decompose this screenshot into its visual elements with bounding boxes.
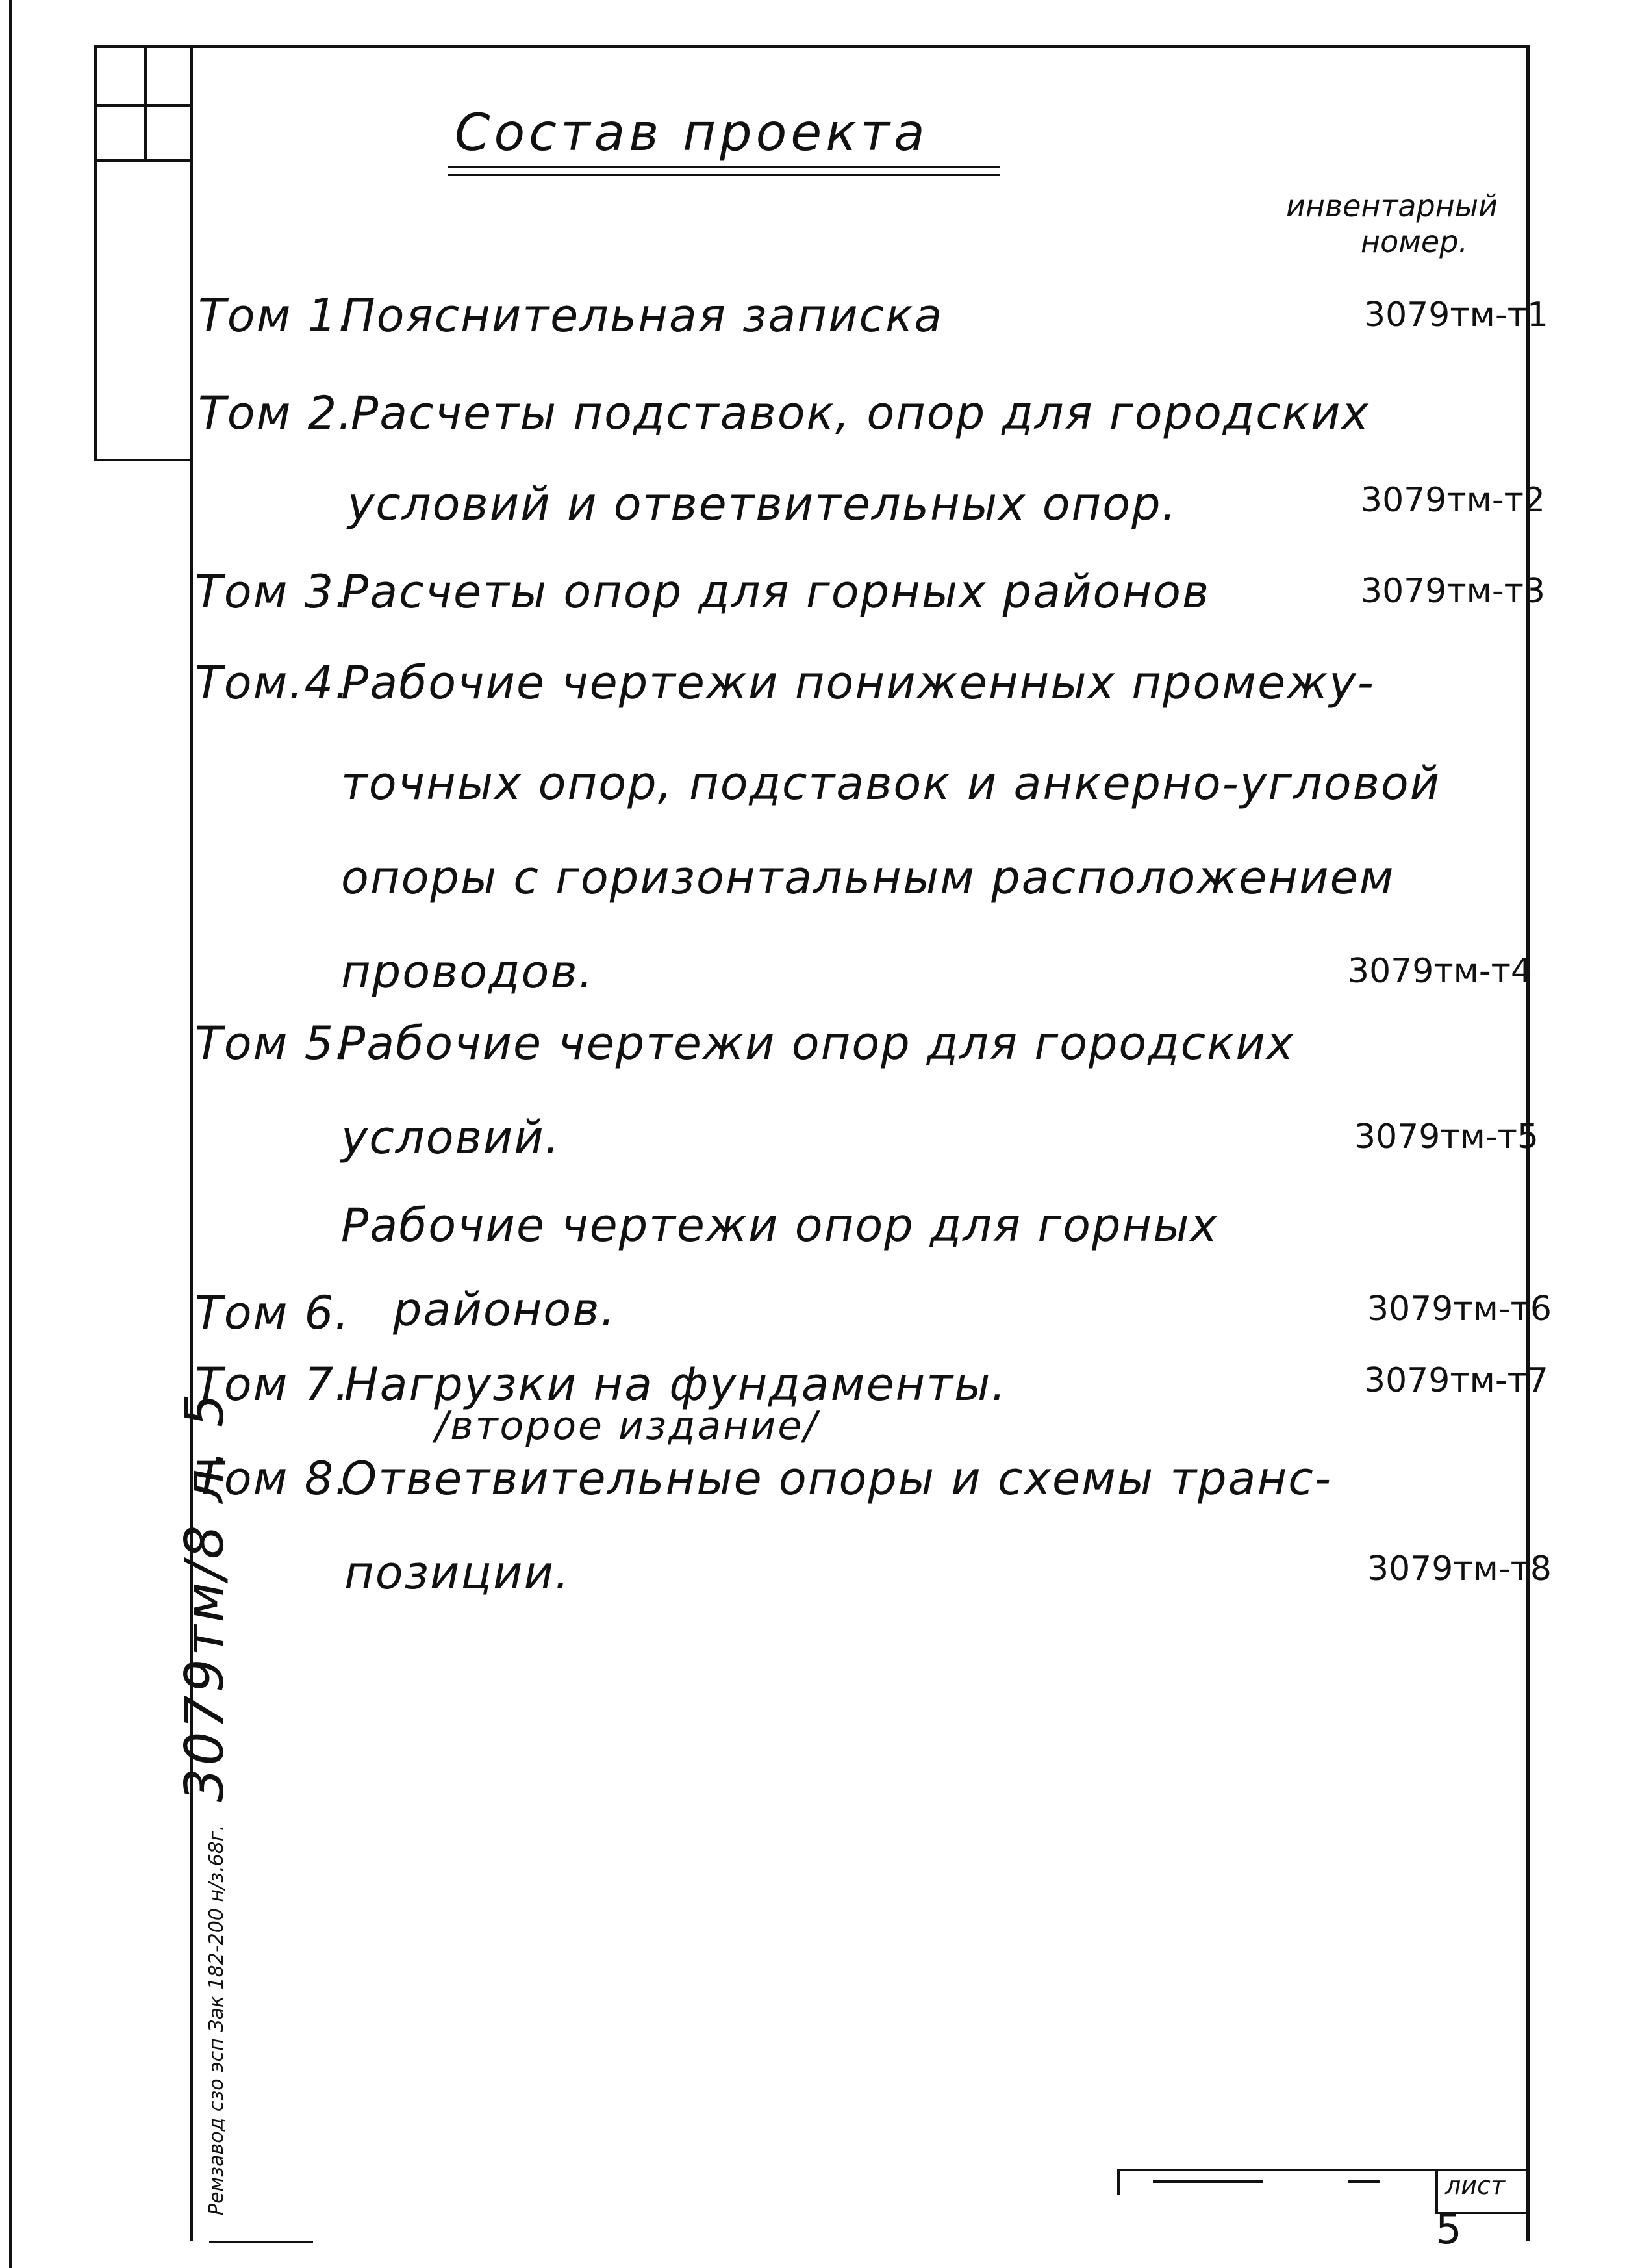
volume-title-7-line2: /второе издание/: [435, 1403, 819, 1449]
title-underline-1: [448, 166, 1000, 168]
volume-title-8-line2: позиции.: [344, 1546, 571, 1599]
volume-title-6-line2: районов.: [393, 1283, 616, 1336]
stamp-box-bottom: [94, 459, 192, 461]
volume-title-4-line3: опоры с горизонтальным расположением: [341, 851, 1395, 904]
stamp-box-divider-2: [94, 159, 192, 162]
side-stamp-document-code: 3079тм/8 л. 5: [174, 1390, 236, 1802]
inventory-header-line1: инвентарный: [1286, 188, 1498, 223]
side-stamp: [174, 1391, 236, 2215]
inventory-number-8: 3079тм-т8: [1367, 1549, 1552, 1588]
volume-title-1-line1: Пояснительная записка: [341, 289, 944, 342]
left-margin-line: [9, 0, 12, 2268]
volume-title-6-line1: Рабочие чертежи опор для горных: [341, 1199, 1218, 1252]
title-block-left-tick: [1117, 2169, 1120, 2195]
volume-title-4-line1: Рабочие чертежи пониженных промежу-: [341, 656, 1375, 709]
volume-label-4: Том.4.: [195, 656, 351, 709]
bottom-short-line: [209, 2241, 313, 2243]
title-underline-2: [448, 174, 1000, 176]
volume-label-6: Том 6.: [195, 1286, 351, 1340]
inventory-number-7: 3079тм-т7: [1364, 1361, 1548, 1400]
volume-label-7: Том 7.: [195, 1358, 351, 1411]
volume-title-4-line4: проводов.: [341, 945, 594, 999]
volume-label-5: Том 5.: [195, 1017, 351, 1070]
page-title: Состав проекта: [455, 104, 929, 162]
volume-label-1: Том 1.: [198, 289, 354, 342]
volume-label-3: Том 3.: [195, 565, 351, 618]
volume-title-2-line2: условий и ответвительных опор.: [347, 478, 1178, 531]
inventory-number-6: 3079тм-т6: [1367, 1290, 1552, 1329]
stamp-box-vertical: [144, 45, 147, 161]
volume-title-2-line1: Расчеты подставок, опор для городских: [351, 387, 1370, 440]
side-stamp-print-info: Ремзавод сзо эсп Зак 182-200 н/з.68г.: [205, 1824, 228, 2215]
stamp-box-outer-left: [94, 45, 97, 461]
volume-title-4-line2: точных опор, подставок и анкерно-угловой: [341, 757, 1441, 810]
volume-title-8-line1: Ответвительные опоры и схемы транс-: [341, 1452, 1332, 1505]
inventory-number-2: 3079тм-т2: [1361, 481, 1545, 520]
volume-title-5-line2: условий.: [341, 1111, 561, 1164]
stamp-box-divider-1: [94, 104, 192, 107]
volume-title-5-line1: Рабочие чертежи опор для городских: [338, 1017, 1295, 1070]
sheet-label: лист: [1445, 2171, 1506, 2200]
title-block-mark-2: [1348, 2180, 1380, 2183]
inventory-number-4: 3079тм-т4: [1348, 952, 1532, 991]
title-block-mark-1: [1153, 2180, 1263, 2183]
inventory-number-3: 3079тм-т3: [1361, 572, 1545, 611]
sheet-number: 5: [1435, 2206, 1462, 2254]
inventory-number-1: 3079тм-т1: [1364, 296, 1548, 335]
inventory-number-5: 3079тм-т5: [1354, 1117, 1539, 1156]
top-frame-line: [94, 45, 1530, 48]
volume-title-3-line1: Расчеты опор для горных районов: [341, 565, 1211, 618]
volume-label-2: Том 2.: [198, 387, 354, 440]
volume-title-7-line1: Нагрузки на фундаменты.: [344, 1358, 1007, 1411]
volume-label-8: Том 8.: [195, 1452, 351, 1505]
inventory-header-line2: номер.: [1361, 224, 1469, 259]
